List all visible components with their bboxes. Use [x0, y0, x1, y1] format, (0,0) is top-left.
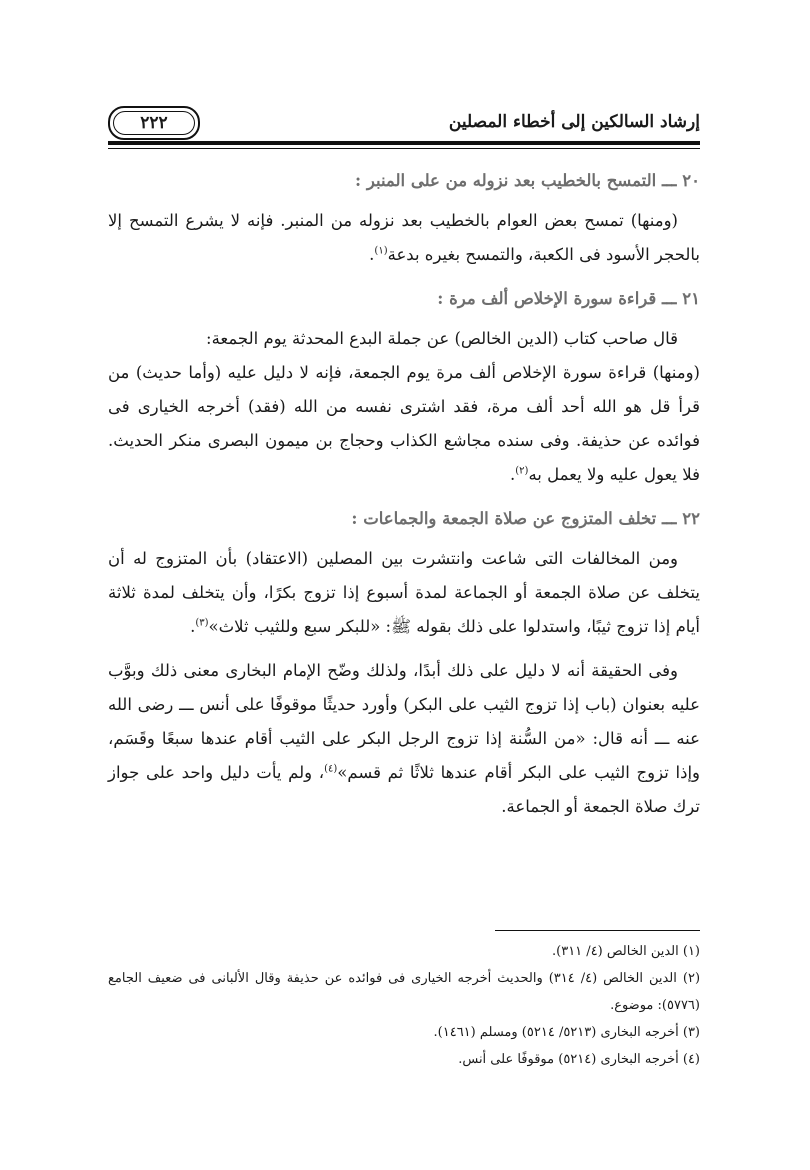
footnote: (٢) الدين الخالص (٤/ ٣١٤) والحديث أخرجه الخيارى فى فوائده عن حذيفة وقال الألبانى فى ضعيف الجامع (٥٧٧٦): موضوع.	[108, 971, 701, 1013]
section-heading: ٢٠ ـــ التمسح بالخطيب بعد نزوله من على المنبر :	[355, 171, 700, 190]
footnote: (١) الدين الخالص (٤/ ٣١١).	[552, 944, 700, 959]
page-number-badge	[108, 106, 200, 140]
paragraph: قال صاحب كتاب (الدين الخالص) عن جملة البدع المحدثة يوم الجمعة:	[206, 329, 678, 348]
paragraph: وفى الحقيقة أنه لا دليل على ذلك أبدًا، ولذلك وضّح الإمام البخارى معنى ذلك وبوَّب عليه بعنوان (باب إذا تزوج الثيب على البكر) وأورد حديثًا موقوفًا على أنس ـــ رضى الله عنه ـــ أنه قال: «من السُّنة إذا تزوج الرجل البكر على الثيب أقام عندها سبعًا وقَسَم، وإذا تزوج الثيب على البكر أقام عندها ثلاثًا ثم قسم»$^{(٤)}$، ولم يأت دليل واحد على جواز ترك صلاة الجمعة أو الجماعة.	[108, 661, 700, 816]
footnote-separator	[495, 930, 700, 931]
header-rule-thin	[108, 148, 700, 149]
paragraph: ومن المخالفات التى شاعت وانتشرت بين المصلين (الاعتقاد) بأن المتزوج له أن يتخلف عن صلاة الجمعة أو الجماعة لمدة أسبوع إذا تزوج بكرًا، وأن يتخلف لمدة ثلاثة أيام إذا تزوج ثيبًا، واستدلوا على ذلك بقوله ﷺ: «للبكر سبع وللثيب ثلاث»$^{(٣)}$.	[108, 549, 700, 636]
footnote: (٤) أخرجه البخارى (٥٢١٤) موقوفًا على أنس.	[458, 1052, 700, 1067]
footnote-ref: (٣)	[195, 617, 209, 629]
page-number: ٢٢٢	[140, 113, 168, 133]
paragraph: (ومنها) تمسح بعض العوام بالخطيب بعد نزوله من المنبر. فإنه لا يشرع التمسح إلا بالحجر الأسود فى الكعبة، والتمسح بغيره بدعة$^{(١)}$.	[108, 211, 700, 264]
running-header	[100, 98, 700, 146]
section-heading: ٢٢ ـــ تخلف المتزوج عن صلاة الجمعة والجماعات :	[351, 509, 700, 528]
header-rule-thick	[108, 141, 700, 145]
section-heading: ٢١ ـــ قراءة سورة الإخلاص ألف مرة :	[437, 289, 700, 308]
footnote-ref: (٢)	[515, 465, 529, 477]
page-body	[108, 160, 700, 834]
footnote-ref: (١)	[374, 245, 388, 257]
footnote-ref: (٤)	[324, 763, 338, 775]
book-title: إرشاد السالكين إلى أخطاء المصلين	[448, 112, 700, 132]
footnote: (٣) أخرجه البخارى (٥٢١٣/ ٥٢١٤) ومسلم (١٤٦١).	[433, 1025, 700, 1040]
paragraph: (ومنها) قراءة سورة الإخلاص ألف مرة يوم الجمعة، فإنه لا دليل عليه (وأما حديث) من قرأ قل هو الله أحد ألف مرة، فقد اشترى نفسه من الله (فقد) أخرجه الخيارى فى فوائده عن حذيفة. وفى سنده مجاشع الكذاب وحجاج بن ميمون البصرى منكر الحديث. فلا يعول عليه ولا يعمل به$^{(٢)}$.	[108, 363, 700, 484]
footnotes	[108, 938, 700, 1073]
